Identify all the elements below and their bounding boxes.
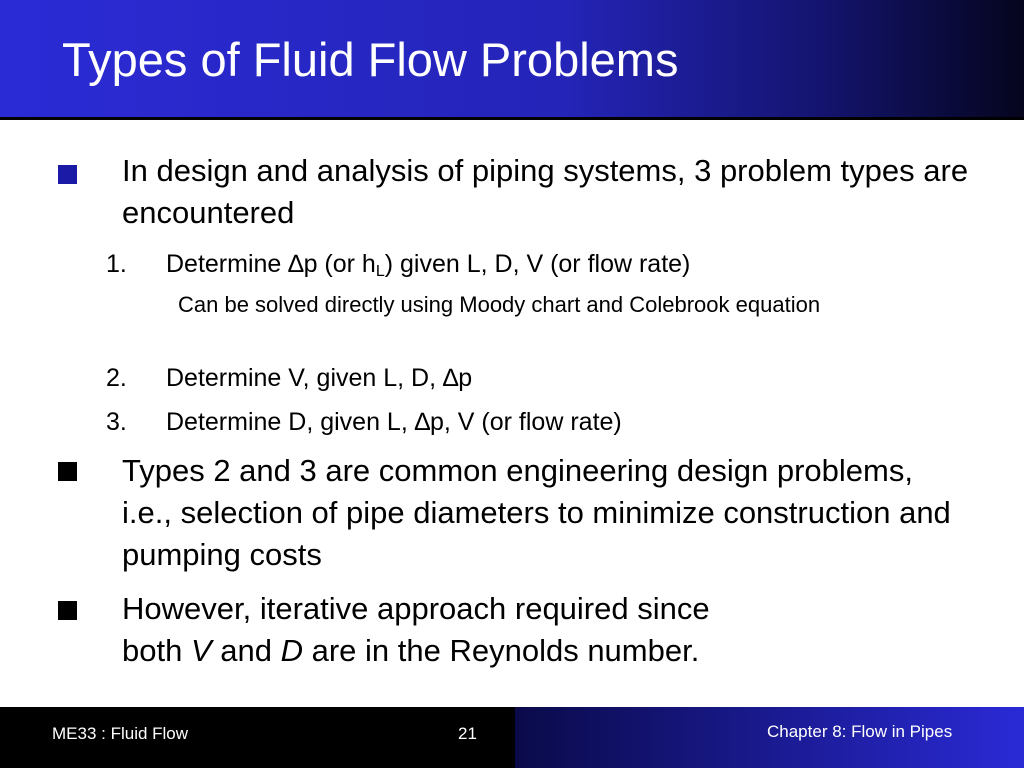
subscript-l: L (375, 263, 385, 280)
delta-symbol: ∆ (288, 250, 304, 278)
variable-d: D (280, 633, 303, 668)
list-item-1-mid: p (or h (303, 250, 376, 278)
bullet-text-3-both: both (122, 633, 191, 668)
list-number-1: 1. (106, 250, 127, 278)
bullet-text-3 (122, 588, 982, 672)
list-item-2-pre: Determine V, given L, D, (166, 364, 443, 392)
list-item-1-pre: Determine (166, 250, 289, 278)
list-item-1 (166, 249, 690, 279)
list-item-1-post: ) given L, D, V (or flow rate) (384, 250, 691, 278)
footer-course: ME33 : Fluid Flow (52, 724, 189, 743)
variable-v: V (190, 633, 212, 668)
delta-symbol: ∆ (414, 408, 431, 436)
list-item-2-post: p (458, 364, 473, 392)
list-number-3: 3. (106, 408, 127, 436)
bullet-text-3-line2 (122, 630, 982, 672)
slide-number: 21 (458, 724, 477, 743)
bullet-text-3-and: and (211, 633, 281, 668)
list-item-1-note: Can be solved directly using Moody chart and Colebrook equation (178, 292, 821, 317)
delta-symbol: ∆ (443, 364, 459, 392)
bullet-text-2: Types 2 and 3 are common engineering design problems, i.e., selection of pipe diameters to minimize construction and pumping costs (122, 453, 951, 572)
list-item-3-post: p, V (or flow rate) (430, 408, 622, 436)
square-bullet-icon (58, 462, 77, 481)
list-item-3 (166, 407, 622, 437)
square-bullet-icon (58, 165, 77, 184)
slide-title: Types of Fluid Flow Problems (62, 33, 679, 86)
square-bullet-icon (58, 601, 77, 620)
list-item-2 (166, 363, 472, 393)
bullet-text-1: In design and analysis of piping systems, 3 problem types are encountered (122, 153, 969, 230)
list-number-2: 2. (106, 364, 127, 392)
list-item-3-pre: Determine D, given L, (166, 408, 415, 436)
footer-chapter: Chapter 8: Flow in Pipes (767, 722, 953, 741)
bullet-text-3-rest: are in the Reynolds number. (302, 633, 700, 668)
bullet-text-3-line1: However, iterative approach required since (122, 591, 710, 626)
